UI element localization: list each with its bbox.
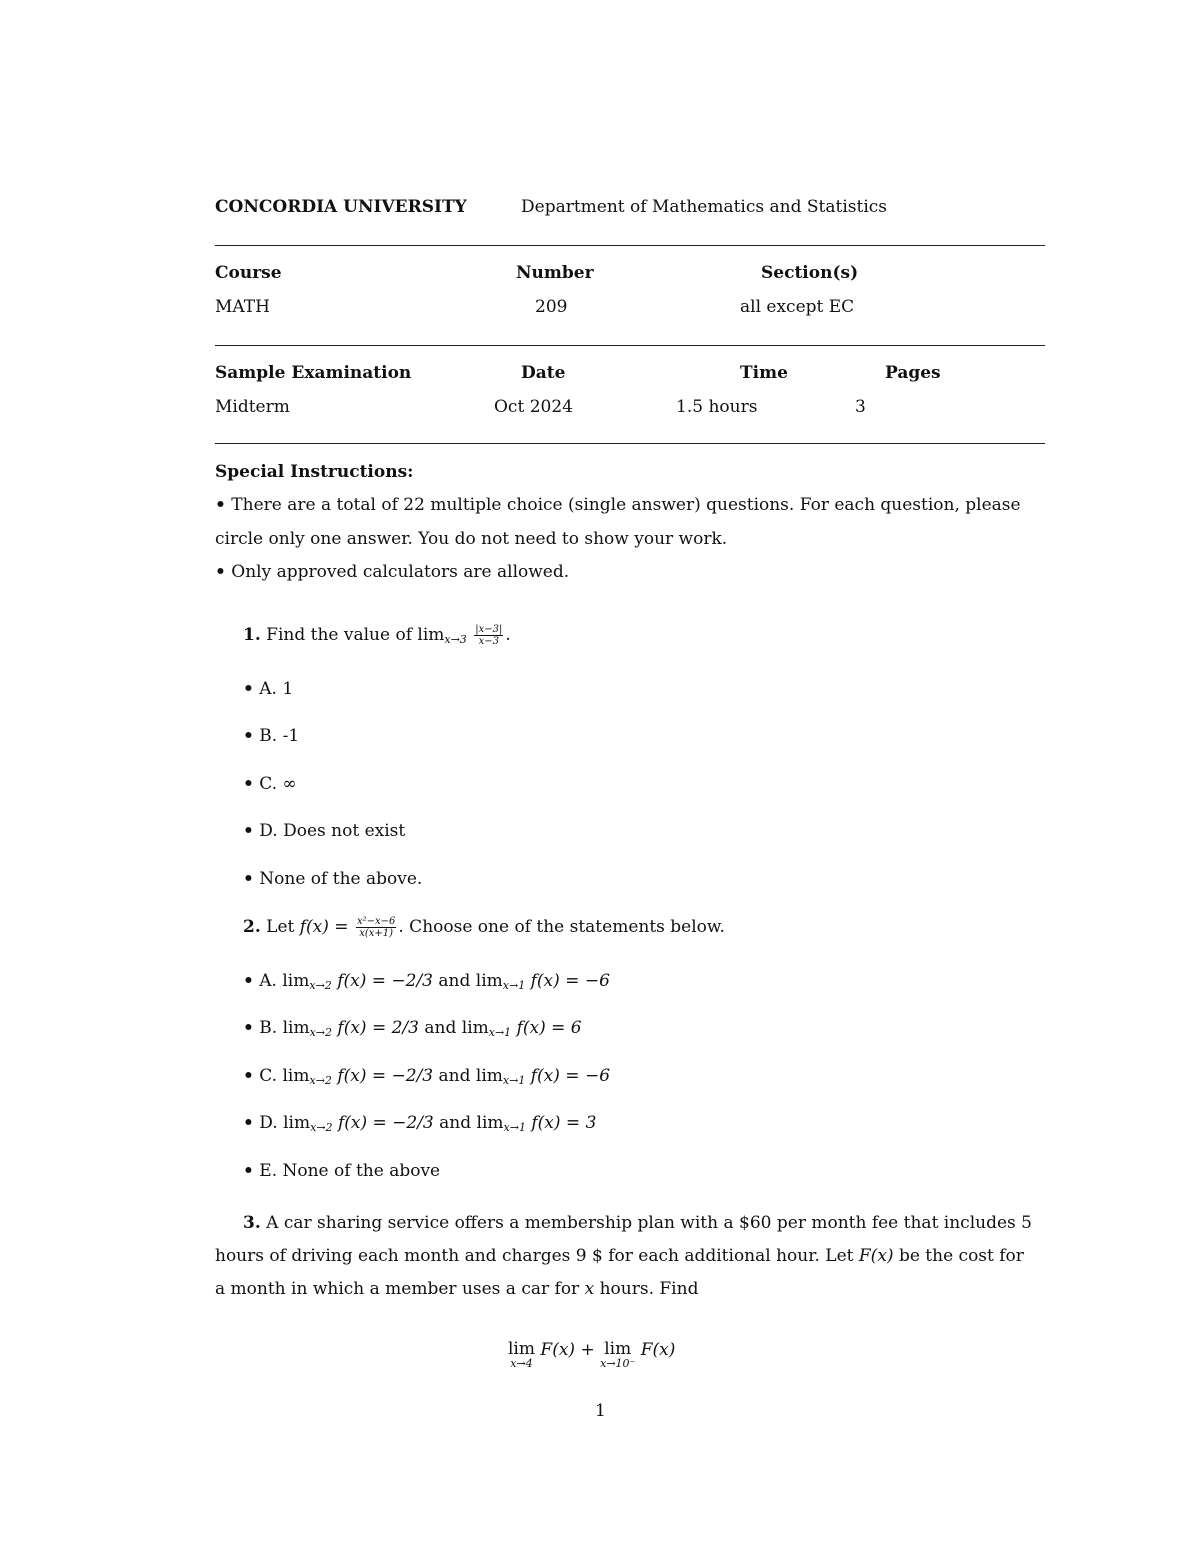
- pages-header: Pages: [885, 363, 941, 383]
- sections-header: Section(s): [761, 263, 859, 283]
- q2-option-e[interactable]: • E. None of the above: [243, 1161, 441, 1181]
- university-name: CONCORDIA UNIVERSITY: [215, 197, 467, 217]
- instruction-1-cont: circle only one answer. You do not need to show your work.: [215, 529, 728, 549]
- page-number: 1: [595, 1401, 606, 1421]
- sections-value: all except EC: [740, 297, 855, 317]
- q2-option-c[interactable]: • C. $\lim_{x\to 2} f(x) = -2/3$ and $\lim_{x\to 1} f(x) = -6$: [243, 1066, 611, 1087]
- q1-option-b[interactable]: • B. -1: [243, 726, 300, 746]
- question-3-line3: a month in which a member uses a car for x hours. Find: [215, 1279, 699, 1299]
- time-value: 1.5 hours: [676, 397, 758, 417]
- pages-value: 3: [855, 397, 866, 417]
- course-value: MATH: [215, 297, 270, 317]
- q3-limit-expression: lim x→4 F(x) + lim x→10⁻ F(x): [508, 1339, 676, 1370]
- q2-option-a[interactable]: • A. $\lim_{x\to 2} f(x) = -2/3$ and $\lim_{x\to 1} f(x) = -6$: [243, 971, 610, 992]
- q1-option-c[interactable]: • C. ∞: [243, 774, 297, 794]
- q2-option-d[interactable]: • D. $\lim_{x\to 2} f(x) = -2/3$ and $\lim_{x\to 1} f(x) = 3$: [243, 1113, 597, 1134]
- question-3: 3. A car sharing service offers a membership plan with a $60 per month fee that includes 5: [243, 1213, 1032, 1233]
- instructions-title: Special Instructions:: [215, 462, 414, 482]
- exam-type-header: Sample Examination: [215, 363, 412, 383]
- q1-option-a[interactable]: • A. 1: [243, 679, 294, 699]
- q1-option-e[interactable]: • None of the above.: [243, 869, 423, 889]
- number-header: Number: [516, 263, 594, 283]
- divider: [215, 245, 1045, 246]
- instruction-1: • There are a total of 22 multiple choice (single answer) questions. For each question, please: [215, 495, 1021, 515]
- date-header: Date: [521, 363, 566, 383]
- q2-option-b[interactable]: • B. $\lim_{x\to 2} f(x) = 2/3$ and $\lim_{x\to 1} f(x) = 6$: [243, 1018, 582, 1039]
- divider: [215, 345, 1045, 346]
- date-value: Oct 2024: [494, 397, 573, 417]
- question-3-line2: hours of driving each month and charges 9 $ for each additional hour. Let F(x) be the cost for: [215, 1246, 1024, 1266]
- department-name: Department of Mathematics and Statistics: [521, 197, 888, 217]
- question-1: 1. Find the value of $\lim_{x\to 3}$ $\frac{|x-3|}{x-3}$ .: [243, 624, 511, 647]
- time-header: Time: [740, 363, 788, 383]
- q1-option-d[interactable]: • D. Does not exist: [243, 821, 406, 841]
- instruction-2: • Only approved calculators are allowed.: [215, 562, 570, 582]
- divider: [215, 443, 1045, 444]
- exam-type-value: Midterm: [215, 397, 290, 417]
- number-value: 209: [535, 297, 568, 317]
- question-2: 2. Let f(x) = $\frac{\text{x²−x−6}}{x(x+1)}$ . Choose one of the statements below.: [243, 916, 725, 939]
- course-header: Course: [215, 263, 282, 283]
